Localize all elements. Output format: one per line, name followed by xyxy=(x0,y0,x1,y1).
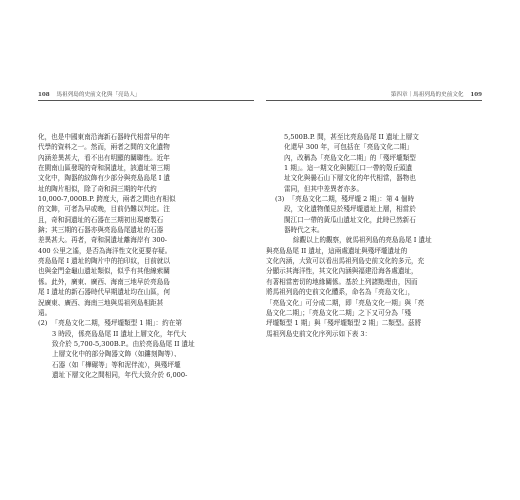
text-line: 島文化二期」；「亮島文化二期」之下又可分為「殘 xyxy=(266,308,412,317)
right-page-body xyxy=(266,132,482,339)
text-line: 器時代之末。 xyxy=(284,226,324,235)
left-page xyxy=(38,90,254,410)
text-line: 10,000-7,000B.P. 跨度大，兩者之間也有相似 xyxy=(38,195,176,204)
text-line: 綜觀以上的觀察，就馬祖列島的亮島島尾 I 遺址 xyxy=(293,236,432,245)
text-line: 的文飾，可者為早或晚，目前仍難以判定。注 xyxy=(38,205,170,214)
text-line: 錛；其三期的石器亦與亮島島尾遺址的石器 xyxy=(38,226,164,235)
text-line: 致介於 5,700-5,300B.P.。由於亮島島尾 II 遺址 xyxy=(52,339,195,348)
text-line: 況廣東、廣西、海南三地與馬祖列島相距甚 xyxy=(38,298,164,307)
text-line: 文化內涵，大致可以看出馬祖列島史前文化的多元，充 xyxy=(266,257,425,266)
left-page-body xyxy=(38,132,254,380)
text-line: 化，也是中國東南沿海新石器時代相當早的年 xyxy=(38,133,170,141)
text-line: 400 公里之遙，是否為海洋性文化更要存疑。 xyxy=(38,246,172,255)
text-line: 馬祖列島史前文化序列示如下表 3： xyxy=(266,329,372,338)
text-line: 代學的資料之一。然而，兩者之間的文化遺物 xyxy=(38,143,170,152)
text-line: 「亮島文化二期，殘坪壠類型 1 期」：約在第 xyxy=(51,319,182,328)
text-line: 化還早 300 年，可包括在「亮島文化二期」 xyxy=(284,143,413,152)
text-line: 「亮島文化二期，殘坪壠 2 期」：第 4 個時 xyxy=(288,195,415,204)
text-line: 遠。 xyxy=(38,308,52,317)
left-page-header xyxy=(38,90,254,101)
text-line: 差異甚大。再者，奇和洞遺址離海岸有 300- xyxy=(38,236,168,245)
text-line: 有著相當密切的地緣關係。基於上列諸點理由，因而 xyxy=(266,277,418,286)
list-item-3-first-line xyxy=(266,194,482,204)
text-line: 「亮島文化」可分成二期，即「亮島文化一期」與「亮 xyxy=(266,298,425,307)
text-line: 將馬祖列島的史前文化體系，命名為「亮島文化」， xyxy=(266,288,415,297)
text-line: 址的陶片相似，除了奇和洞三期的年代約 xyxy=(38,184,157,193)
text-line: 5,500B.P. 間，甚至比亮島島尾 II 遺址上層文 xyxy=(284,133,419,141)
list-item-2-first-line xyxy=(38,318,254,328)
text-line: 3 時段，係亮島島尾 II 遺址上層文化，年代大 xyxy=(52,329,187,338)
text-line: 分顯示其海洋性，其文化內涵與福建沿海各處遺址， xyxy=(266,267,418,276)
text-line: 址文化與曇石山下層文化的年代相當，器物也 xyxy=(284,174,416,183)
text-line: 與亮島島尾 II 遺址，這兩處遺址與殘坪壠遺址的 xyxy=(266,246,408,255)
text-line: 遺址下層文化之間相同，年代大致介於 6,000- xyxy=(52,370,188,379)
text-line: 雷同，但其中差異者亦多。 xyxy=(284,184,364,193)
text-line: 段，文化遺物僅見於殘坪壠遺址上層，相當於 xyxy=(284,205,416,214)
text-line: 石器（如「樺碾等」等和泥伴流），與殘坪壠 xyxy=(52,360,181,369)
text-line: 上層文化中的部分陶器文飾（如鏤刻陶等）、 xyxy=(52,350,181,359)
text-line: 係。此外，廣東、廣西、海南三地早於亮島島 xyxy=(38,277,170,286)
text-line: 坪壠類型 1 期」與「殘坪壠類型 2 期」二類型。茲將 xyxy=(266,319,422,328)
text-line: 亮島島尾 I 遺址的陶片中的拍印紋，目前就以 xyxy=(38,257,171,266)
text-line: 也與金門金龜山遺址類似，似乎有其他線索關 xyxy=(38,267,170,276)
text-line: 閩江口一帶的黃瓜山遺址文化，此時已然新石 xyxy=(284,215,416,224)
text-line: 內，改稱為「亮島文化二期」的「殘坪壠類型 xyxy=(284,153,416,162)
right-running-head: 第四章｜馬祖列島的史前文化 xyxy=(390,92,464,98)
text-line: 在閩南山區發現的奇和洞遺址，該遺址第三期 xyxy=(38,164,170,173)
list-marker: (2) xyxy=(38,319,48,328)
left-page-number: 108 xyxy=(38,92,50,98)
text-line: 內涵差異甚大，看不出有明顯的關聯性。近年 xyxy=(38,153,170,162)
right-page-number: 109 xyxy=(470,92,482,98)
right-page-header xyxy=(266,90,482,101)
left-running-head: 馬祖列島的史前文化與「亮島人」 xyxy=(56,92,141,98)
right-page xyxy=(266,90,482,410)
text-line: 文化中，陶器的紋飾有少部分與亮島島尾 I 遺 xyxy=(38,174,171,183)
text-line: 尾 I 遺址的新石器時代早期遺址均在山區，何 xyxy=(38,288,171,297)
text-line: 1 期」。這一期文化與閩江口一帶的殼丘頭遺 xyxy=(284,164,413,173)
list-marker: (3) xyxy=(275,195,285,204)
text-line: 且，奇和洞遺址的石器在三期初出現磨製石 xyxy=(38,215,164,224)
